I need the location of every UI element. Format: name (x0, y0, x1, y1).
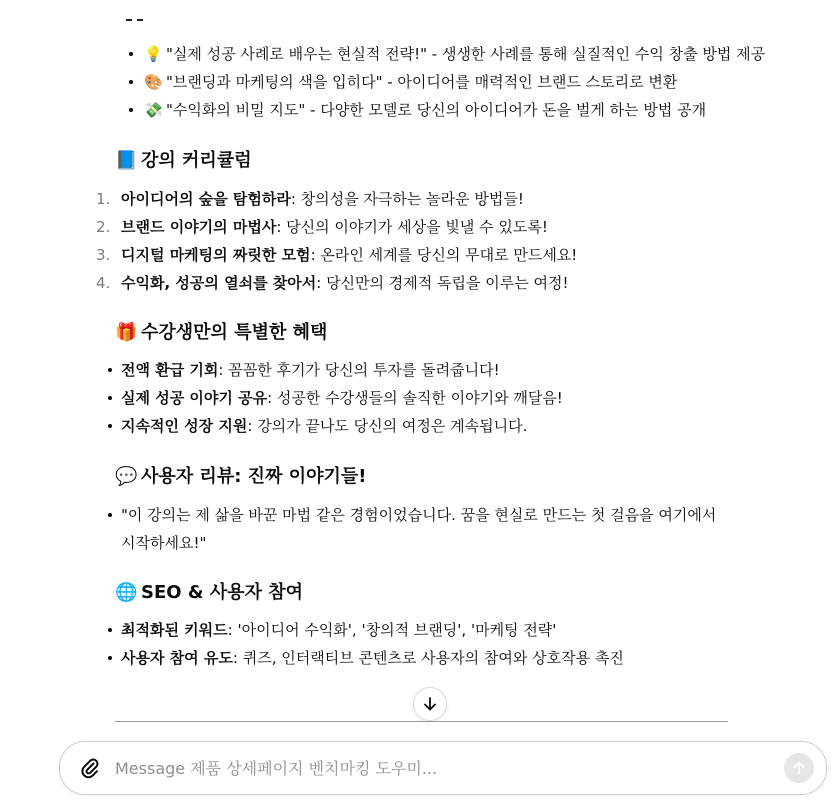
scroll-to-bottom-button[interactable] (413, 687, 447, 721)
speech-bubble-icon: 💬 (115, 466, 138, 487)
list-item: 💡 "실제 성공 사례로 배우는 현실적 전략!" - 생생한 사례를 통해 실질적인 수익 창출 방법 제공 (126, 40, 766, 68)
attach-file-button[interactable] (78, 756, 102, 780)
feature-sub-list (126, 40, 766, 124)
divider (115, 721, 728, 722)
list-item: 2. 브랜드 이야기의 마법사: 당신의 이야기가 세상을 빛낼 수 있도록! (96, 218, 548, 236)
section-heading-curriculum: 📘 강의 커리큘럼 (115, 148, 252, 174)
gift-icon: 🎁 (115, 322, 138, 343)
curriculum-list (96, 185, 736, 297)
list-item: 1. 아이디어의 숲을 탐험하라: 창의성을 자극하는 놀라운 방법들! (96, 190, 524, 208)
list-item: "이 강의는 제 삶을 바꾼 마법 같은 경험이었습니다. 꿈을 현실로 만드는 첫 걸음을 여기에서 시작하세요!" (104, 501, 744, 557)
money-wings-icon: 💸 (144, 101, 163, 119)
blue-book-icon: 📘 (115, 150, 138, 171)
list-item: 전액 환급 기회: 꼼꼼한 후기가 당신의 투자를 돌려줍니다! (104, 356, 744, 384)
benefits-list (104, 356, 744, 440)
list-item: 실제 성공 이야기 공유: 성공한 수강생들의 솔직한 이야기와 깨달음! (104, 384, 744, 412)
list-item: 4. 수익화, 성공의 열쇠를 찾아서: 당신만의 경제적 독립을 이루는 여정! (96, 274, 569, 292)
message-composer (59, 741, 827, 795)
cut-off-text-fragment (126, 14, 156, 22)
list-item: 최적화된 키워드: '아이디어 수익화', '창의적 브랜딩', '마케팅 전략' (104, 616, 744, 644)
paperclip-icon (80, 757, 100, 779)
send-button[interactable] (784, 753, 814, 783)
list-item: 사용자 참여 유도: 퀴즈, 인터랙티브 콘텐츠로 사용자의 참여와 상호작용 촉진 (104, 644, 744, 672)
list-item: 3. 디지털 마케팅의 짜릿한 모험: 온라인 세계를 당신의 무대로 만드세요! (96, 246, 578, 264)
list-item: 지속적인 성장 지원: 강의가 끝나도 당신의 여정은 계속됩니다. (104, 412, 744, 440)
arrow-down-icon (422, 696, 438, 712)
arrow-up-icon (791, 760, 807, 776)
reviews-list (104, 501, 744, 557)
globe-icon: 🌐 (115, 582, 138, 603)
section-heading-reviews: 💬 사용자 리뷰: 진짜 이야기들! (115, 464, 366, 490)
list-item: 💸 "수익화의 비밀 지도" - 다양한 모델로 당신의 아이디어가 돈을 벌게 하는 방법 공개 (126, 96, 766, 124)
list-item: 🎨 "브랜딩과 마케팅의 색을 입히다" - 아이디어를 매력적인 브랜드 스토리로 변환 (126, 68, 766, 96)
lightbulb-icon: 💡 (144, 45, 163, 63)
palette-icon: 🎨 (144, 73, 163, 91)
section-heading-seo: 🌐 SEO & 사용자 참여 (115, 580, 303, 606)
seo-list (104, 616, 744, 672)
message-input[interactable] (115, 755, 755, 781)
section-heading-benefits: 🎁 수강생만의 특별한 혜택 (115, 320, 327, 346)
